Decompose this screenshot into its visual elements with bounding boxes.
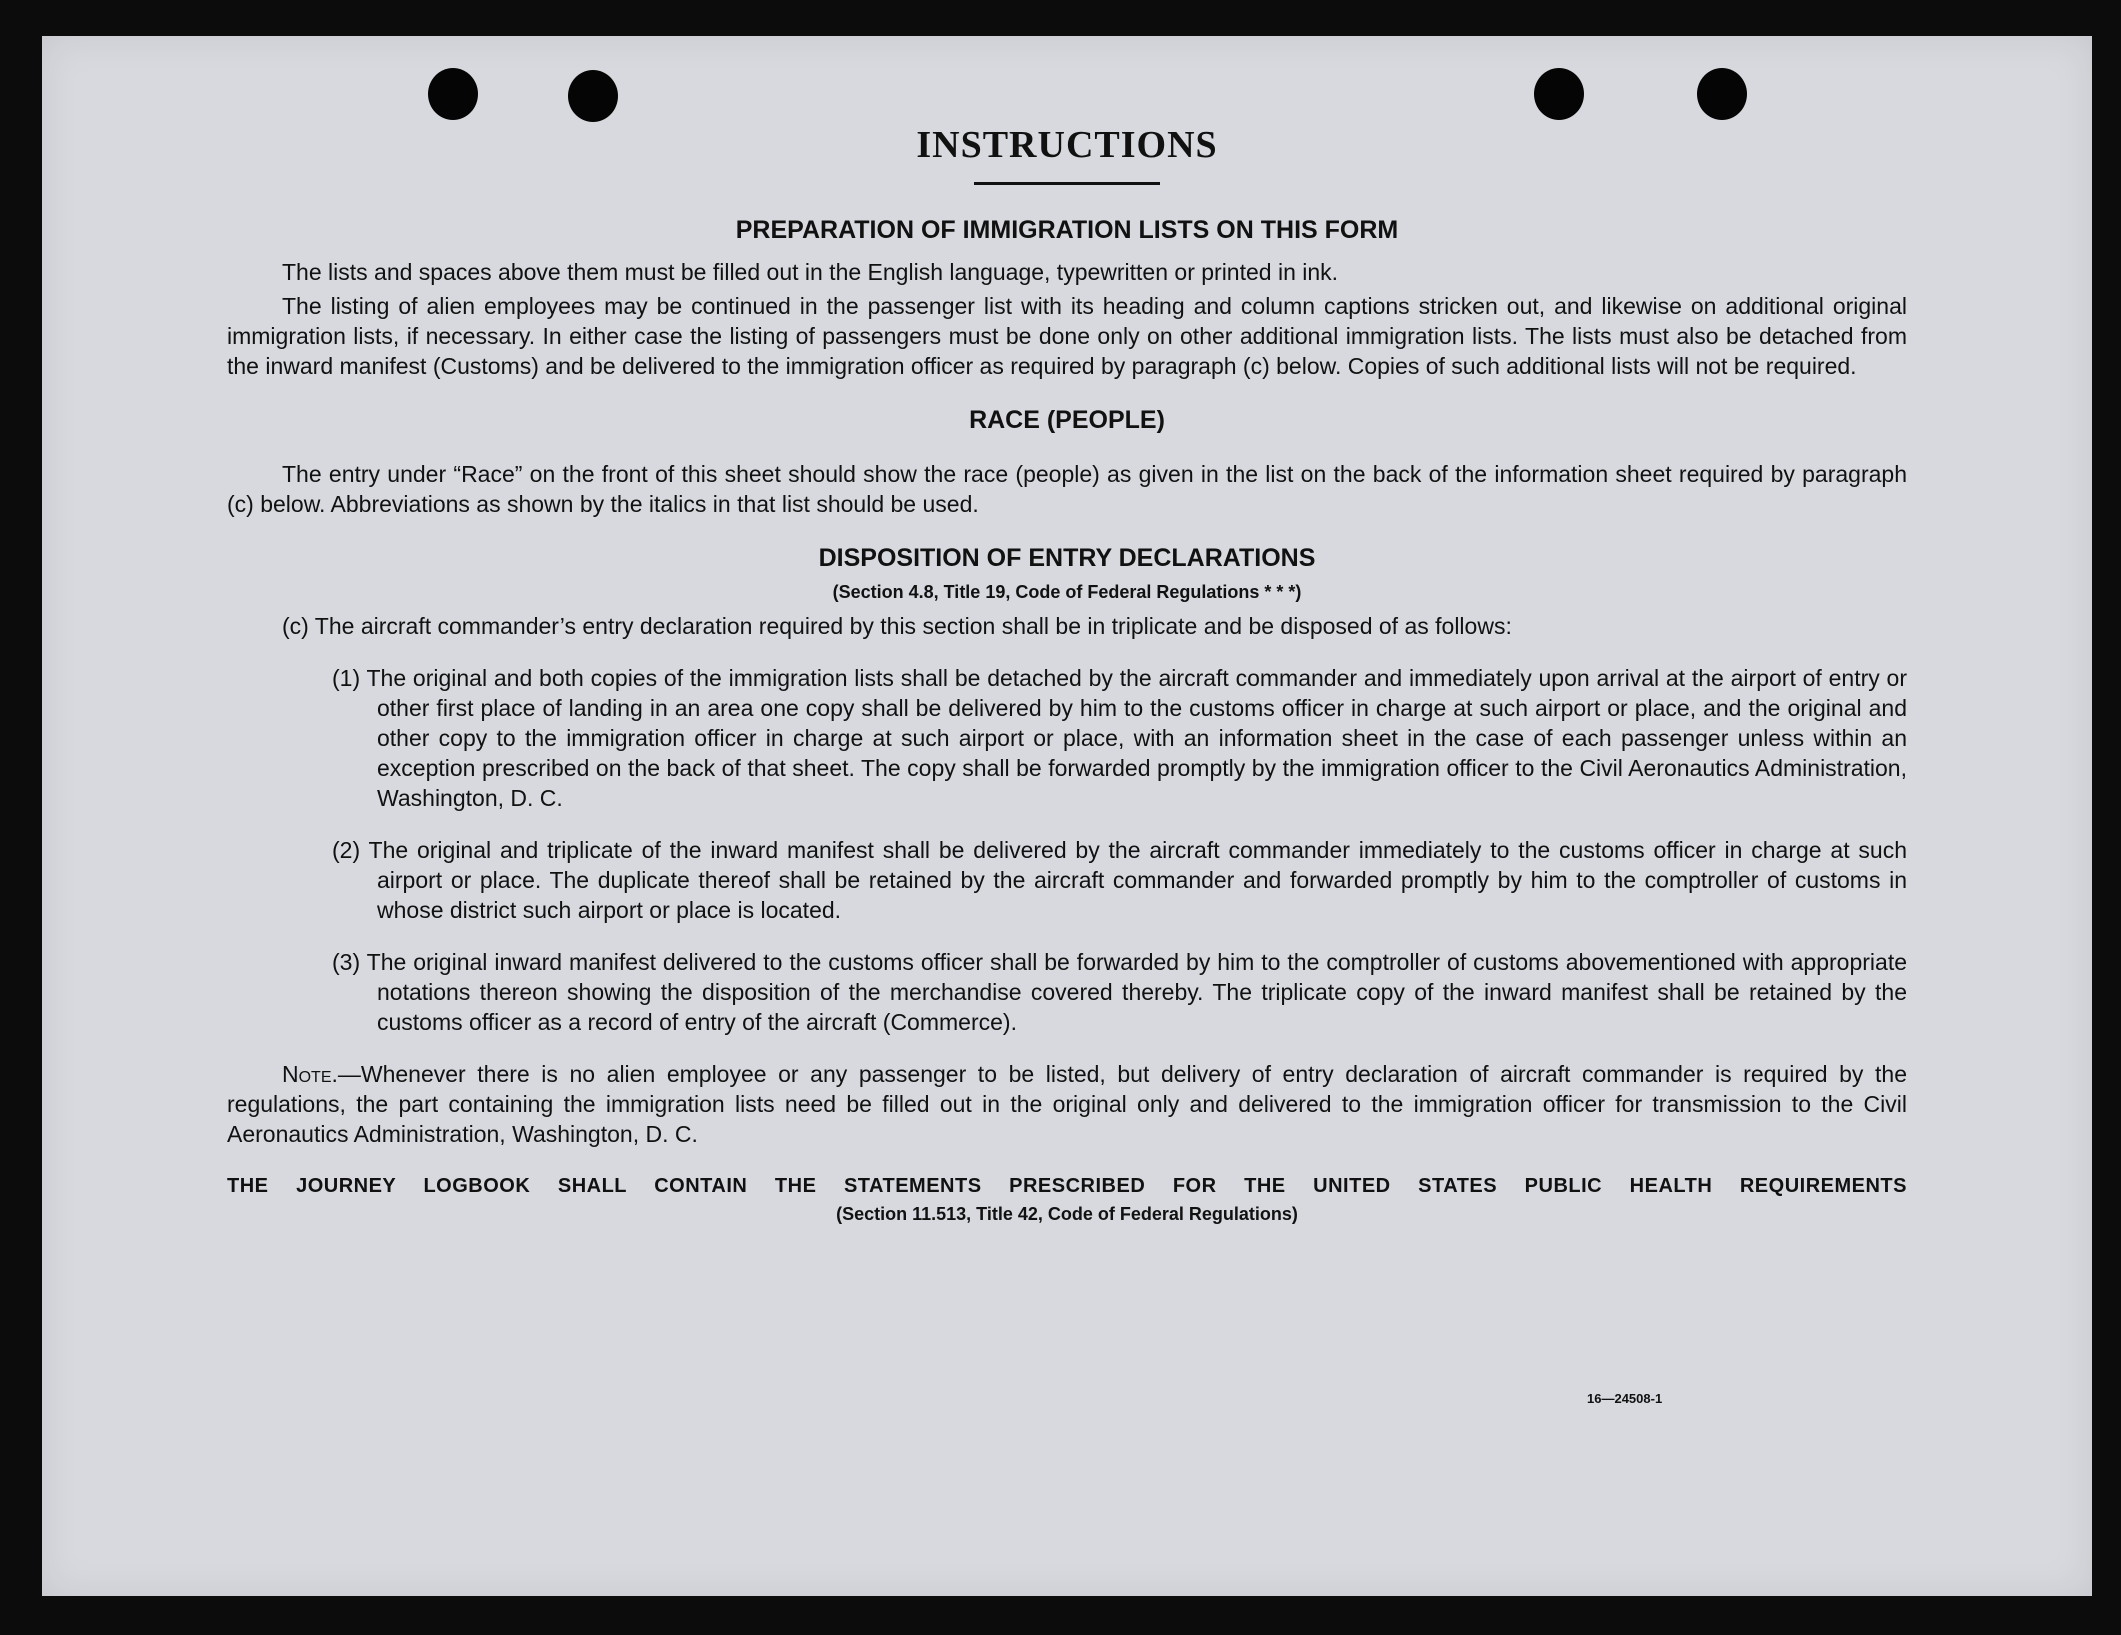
list-item-3: (3) The original inward manifest delivered to the customs officer shall be forwarded by him to the comptroller of customs abovementioned with appropriate notations thereon showing the disposition of the merchandise covered thereby. The triplicate copy of the inward manifest shall be retained by the customs officer as a record of entry of the aircraft (Commerce). bbox=[332, 949, 1907, 1035]
note-text: —Whenever there is no alien employee or any passenger to be listed, but delivery of entry declaration of aircraft commander is required by the regulations, the part containing the immigration lists need be filled out in the original only and delivered to the immigration officer for transmission to the Civil Aeronautics Administration, Washington, D. C. bbox=[227, 1061, 1907, 1147]
document-page bbox=[42, 36, 2092, 1596]
instructions-content bbox=[227, 118, 1907, 1233]
document-title: INSTRUCTIONS bbox=[916, 124, 1218, 166]
punch-hole-left-inner bbox=[568, 70, 618, 122]
punch-hole-left-outer bbox=[428, 68, 478, 120]
section-citation-disposition: (Section 4.8, Title 19, Code of Federal Regulations * * *) bbox=[832, 582, 1302, 602]
paragraph-preparation-1: The lists and spaces above them must be filled out in the English language, typewritten or printed in ink. bbox=[282, 259, 1339, 285]
note-label: Note. bbox=[282, 1061, 338, 1087]
punch-hole-right-outer bbox=[1697, 68, 1747, 120]
section-heading-preparation: PREPARATION OF IMMIGRATION LISTS ON THIS FORM bbox=[735, 216, 1399, 244]
paragraph-disposition-intro: (c) The aircraft commander’s entry declaration required by this section shall be in triplicate and be disposed of as follows: bbox=[282, 613, 1512, 639]
title-underline bbox=[974, 182, 1160, 185]
list-item-1: (1) The original and both copies of the immigration lists shall be detached by the aircraft commander and immediately upon arrival at the airport of entry or other first place of landing in an area one copy shall be delivered by him to the customs officer in charge at such airport or place, and the original and other copy to the immigration officer in charge at such airport or place, with an information sheet in the case of each passenger unless within an exception prescribed on the back of that sheet. The copy shall be forwarded promptly by the immigration officer to the Civil Aeronautics Administration, Washington, D. C. bbox=[332, 665, 1907, 811]
list-item-2: (2) The original and triplicate of the inward manifest shall be delivered by the aircraft commander immediately to the customs officer in charge at such airport or place. The duplicate thereof shall be retained by the aircraft commander and forwarded promptly by him to the comptroller of customs in whose district such airport or place is located. bbox=[332, 837, 1907, 923]
paragraph-race: The entry under “Race” on the front of this sheet should show the race (people) as given in the list on the back of the information sheet required by paragraph (c) below. Abbreviations as shown by the italics in that list should be used. bbox=[227, 461, 1907, 517]
paragraph-preparation-2: The listing of alien employees may be continued in the passenger list with its heading and column captions stricken out, and likewise on additional original immigration lists, if necessary. In either case the listing of passengers must be done only on other additional immigration lists. The lists must also be detached from the inward manifest (Customs) and be delivered to the immigration officer as required by paragraph (c) below. Copies of such additional lists will not be required. bbox=[227, 293, 1907, 379]
section-heading-disposition: DISPOSITION OF ENTRY DECLARATIONS bbox=[818, 544, 1316, 572]
note-paragraph bbox=[227, 1059, 1907, 1149]
section-heading-race: RACE (PEOPLE) bbox=[969, 406, 1165, 434]
form-number: 16—24508-1 bbox=[1587, 1391, 1663, 1406]
logbook-statement: THE JOURNEY LOGBOOK SHALL CONTAIN THE STATEMENTS PRESCRIBED FOR THE UNITED STATES PUBLIC HEALTH REQUIREMENTS bbox=[227, 1175, 1907, 1197]
punch-hole-right-inner bbox=[1534, 68, 1584, 120]
logbook-citation: (Section 11.513, Title 42, Code of Federal Regulations) bbox=[836, 1204, 1298, 1224]
